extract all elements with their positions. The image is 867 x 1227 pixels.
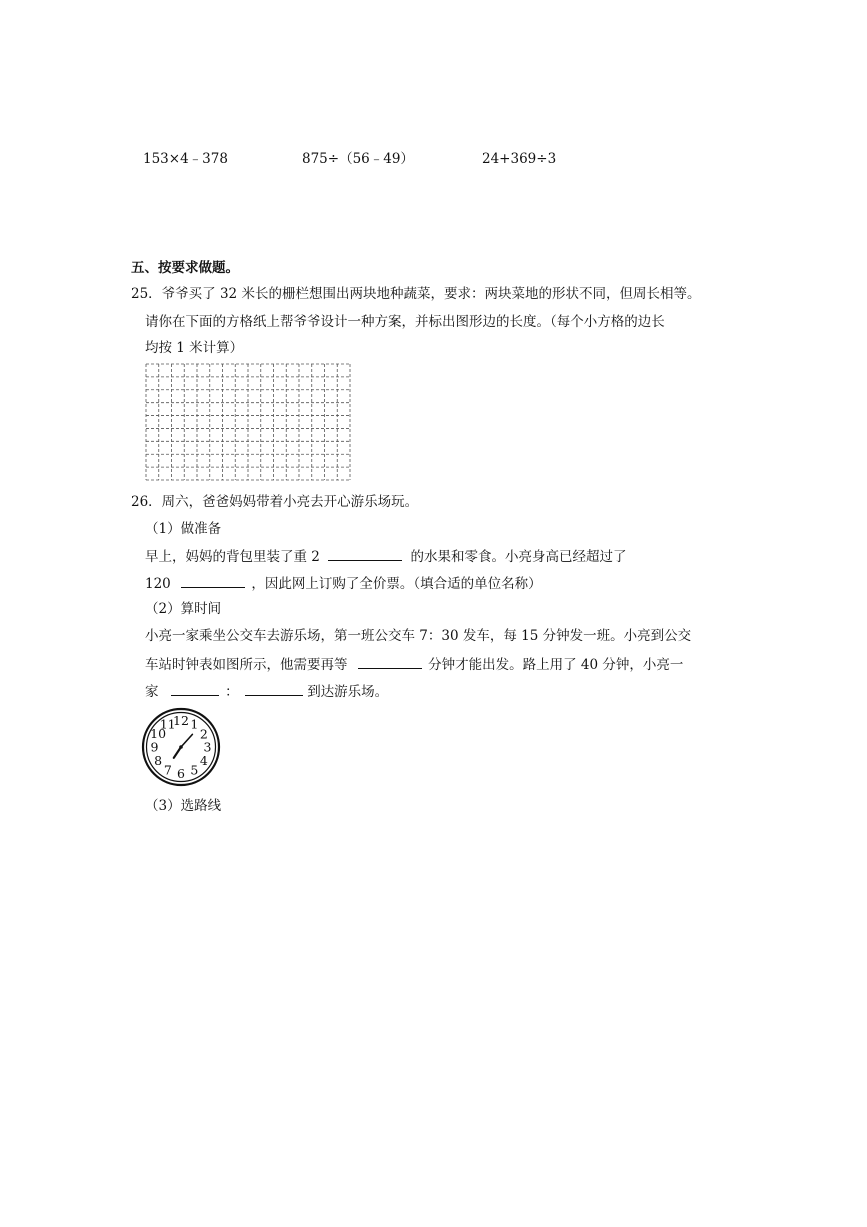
expression-2: 875÷（56﹣49） (302, 151, 414, 167)
clock-figure (141, 707, 221, 787)
answer-blank-wait-minutes[interactable] (358, 654, 422, 669)
grid-paper[interactable] (145, 363, 351, 481)
grid-svg (145, 363, 351, 481)
q26-part2-line-3 (145, 681, 388, 701)
q26-part1-line-2-text-b: ，因此网上订购了全价票。（填合适的单位名称） (251, 576, 542, 592)
q26-part1-line-1-text-b: 的水果和零食。小亮身高已经超过了 (410, 549, 627, 565)
clock-center-pin (179, 745, 183, 749)
q26-part2-line-2 (145, 654, 683, 674)
q26-part3-title: （3）选路线 (145, 798, 222, 814)
clock-number: 1 (190, 716, 199, 732)
clock-face (141, 707, 221, 787)
clock-number: 8 (154, 752, 163, 768)
q26-part2-line-2-text-a: 车站时钟表如图所示，他需要再等 (145, 657, 348, 673)
answer-blank-arrival-hour[interactable] (171, 681, 219, 696)
q26-part1-line-2-text-a: 120 (145, 576, 171, 592)
clock-number: 4 (199, 752, 208, 768)
answer-blank-unit-2[interactable] (181, 573, 245, 588)
clock-number: 3 (203, 739, 212, 755)
q26-part2-line-3-text-b: 到达游乐场。 (307, 684, 389, 700)
clock-number: 2 (199, 726, 208, 742)
q26-part1-line-1 (145, 546, 626, 566)
answer-blank-unit-1[interactable] (328, 546, 402, 561)
q26-intro: 26．周六，爸爸妈妈带着小亮去开心游乐场玩。 (131, 494, 419, 510)
expression-1: 153×4﹣378 (143, 151, 228, 167)
q25-line-3: 均按 1 米计算） (145, 340, 244, 356)
clock-number: 12 (173, 713, 189, 728)
clock-number: 7 (163, 762, 172, 778)
q26-part1-line-2 (145, 573, 542, 593)
clock-number: 6 (177, 766, 185, 781)
q26-part2-line-3-text-a: 家 (145, 684, 159, 700)
clock-number: 9 (150, 739, 159, 755)
q26-part1-line-1-text-a: 早上，妈妈的背包里装了重 2 (145, 549, 320, 565)
q26-part2-line-2-text-b: 分钟才能出发。路上用了 40 分钟，小亮一 (428, 657, 684, 673)
q26-part2-title: （2）算时间 (145, 601, 222, 617)
clock-number: 5 (190, 762, 199, 778)
expression-3: 24+369÷3 (482, 151, 557, 167)
clock-number: 11 (159, 716, 176, 732)
q25-line-1: 25．爷爷买了 32 米长的栅栏想围出两块地种蔬菜，要求：两块菜地的形状不同，但周长相等。 (131, 286, 701, 302)
q26-part2-line-3-sep: ： (225, 684, 239, 700)
q25-line-2: 请你在下面的方格纸上帮爷爷设计一种方案，并标出图形边的长度。（每个小方格的边长 (145, 314, 665, 330)
section-5-heading: 五、按要求做题。 (131, 260, 239, 276)
q26-part1-title: （1）做准备 (145, 521, 222, 537)
clock-number: 10 (150, 726, 167, 742)
answer-blank-arrival-minute[interactable] (245, 681, 303, 696)
q26-part2-line-1: 小亮一家乘坐公交车去游乐场，第一班公交车 7：30 发车，每 15 分钟发一班。小亮到公交 (145, 628, 692, 644)
